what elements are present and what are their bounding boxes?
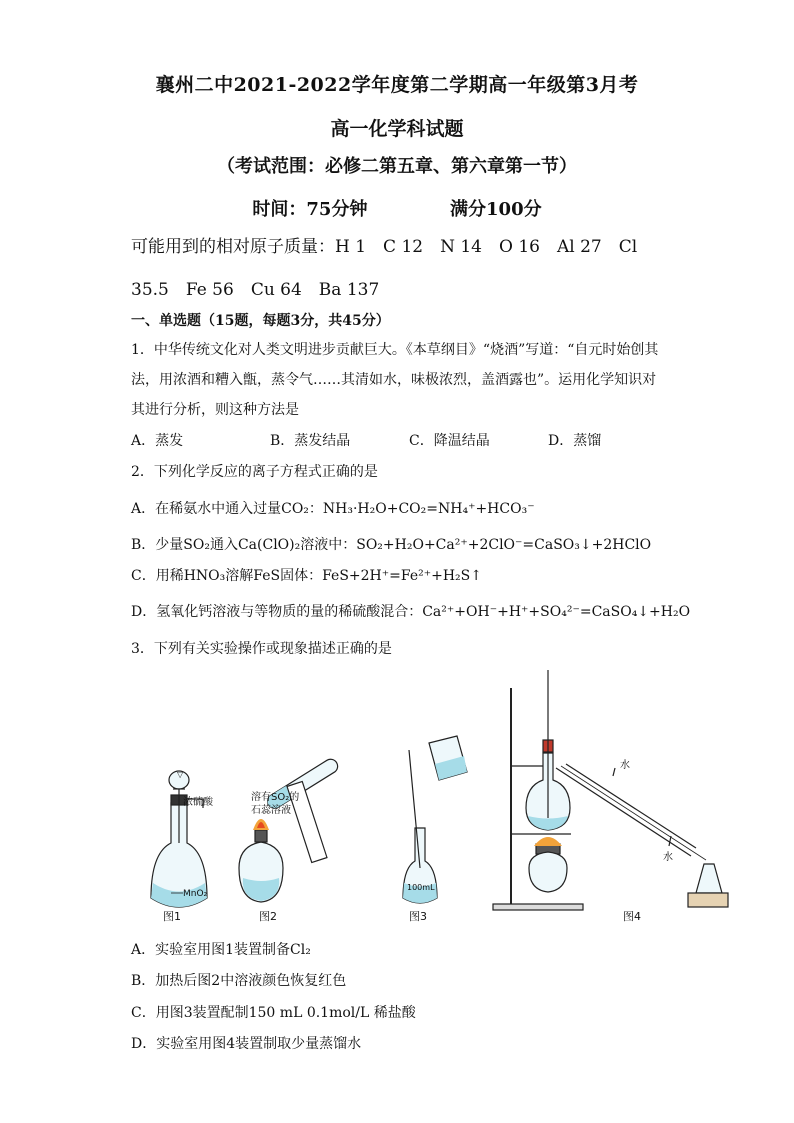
- q1-option-b: B．蒸发结晶: [270, 433, 351, 449]
- q2-option-b: B．少量SO₂通入Ca(ClO)₂溶液中：SO₂+H₂O+Ca²⁺+2ClO⁻=CaSO₃↓+2HClO: [131, 537, 652, 553]
- q2-option-a: A．在稀氨水中通入过量CO₂：NH₃·H₂O+CO₂=NH₄⁺+HCO₃⁻: [131, 501, 535, 517]
- fig1-funnel-label: ▽: [177, 770, 184, 779]
- fig1-caption: 图1: [163, 910, 181, 923]
- q3-stem: 3．下列有关实验操作或现象描述正确的是: [131, 641, 392, 657]
- fig1-mno2-label: MnO₂: [183, 889, 208, 899]
- q1-line2: 法，用浓酒和糟入甑，蒸令气……其清如水，味极浓烈，盖酒露也”。运用化学知识对: [131, 372, 657, 388]
- fig2-so2-label-line1: 溶有SO₂的: [251, 792, 300, 803]
- fig2-caption: 图2: [259, 910, 277, 923]
- exam-time-score: [0, 195, 794, 221]
- q2-stem: 2．下列化学反应的离子方程式正确的是: [131, 464, 378, 480]
- q3-option-c: C．用图3装置配制150 mL 0.1mol/L 稀盐酸: [131, 1005, 416, 1021]
- fig3-caption: 图3: [409, 910, 427, 923]
- fig3-flask-volume: 100mL: [407, 883, 435, 892]
- q3-apparatus-figure: [131, 668, 731, 928]
- q3-option-b: B．加热后图2中溶液颜色恢复红色: [131, 973, 347, 989]
- q1-line3: 其进行分析，则这种方法是: [131, 402, 299, 418]
- q1-option-a: A．蒸发: [131, 433, 184, 449]
- fig2-so2-label-line2: 石蕊溶液: [251, 805, 291, 816]
- section-title: 一、单选题（15题，每题3分，共45分）: [131, 313, 390, 329]
- q2-option-c: C．用稀HNO₃溶解FeS固体：FeS+2H⁺=Fe²⁺+H₂S↑: [131, 568, 482, 584]
- fig2-apparatus: [239, 757, 340, 902]
- exam-full-score: 满分100分: [450, 199, 542, 220]
- atomic-masses-line2: 35.5 Fe 56 Cu 64 Ba 137: [131, 280, 380, 300]
- fig4-water-in-label: 水: [620, 760, 630, 771]
- exam-title: 襄州二中2021-2022学年度第二学期高一年级第3月考: [155, 74, 639, 96]
- q1-option-c: C．降温结晶: [409, 433, 490, 449]
- q1-option-d: D．蒸馏: [548, 433, 602, 449]
- exam-subject: 高一化学科试题: [330, 118, 464, 140]
- exam-time: 时间：75分钟: [252, 199, 368, 220]
- fig4-water-out-label: 水: [663, 852, 673, 863]
- fig3-apparatus: [403, 736, 467, 903]
- fig4-apparatus: [493, 670, 728, 910]
- atomic-masses-line1: 可能用到的相对原子质量：H 1 C 12 N 14 O 16 Al 27 Cl: [131, 237, 638, 257]
- q1-options: [131, 432, 601, 450]
- q1-line1: 1．中华传统文化对人类文明进步贡献巨大。《本草纲目》“烧酒”写道：“自元时始创其: [131, 342, 659, 358]
- q2-option-d: D．氢氧化钙溶液与等物质的量的稀硫酸混合：Ca²⁺+OH⁻+H⁺+SO₄²⁻=CaSO₄↓+H₂O: [131, 604, 691, 620]
- exam-scope: （考试范围：必修二第五章、第六章第一节）: [217, 156, 577, 177]
- fig1-conc-acid-label: 浓硫酸: [183, 797, 213, 808]
- fig4-caption: 图4: [623, 910, 641, 923]
- fig1-apparatus: [151, 771, 207, 907]
- q3-option-d: D．实验室用图4装置制取少量蒸馏水: [131, 1036, 362, 1052]
- q3-option-a: A．实验室用图1装置制备Cl₂: [131, 942, 311, 958]
